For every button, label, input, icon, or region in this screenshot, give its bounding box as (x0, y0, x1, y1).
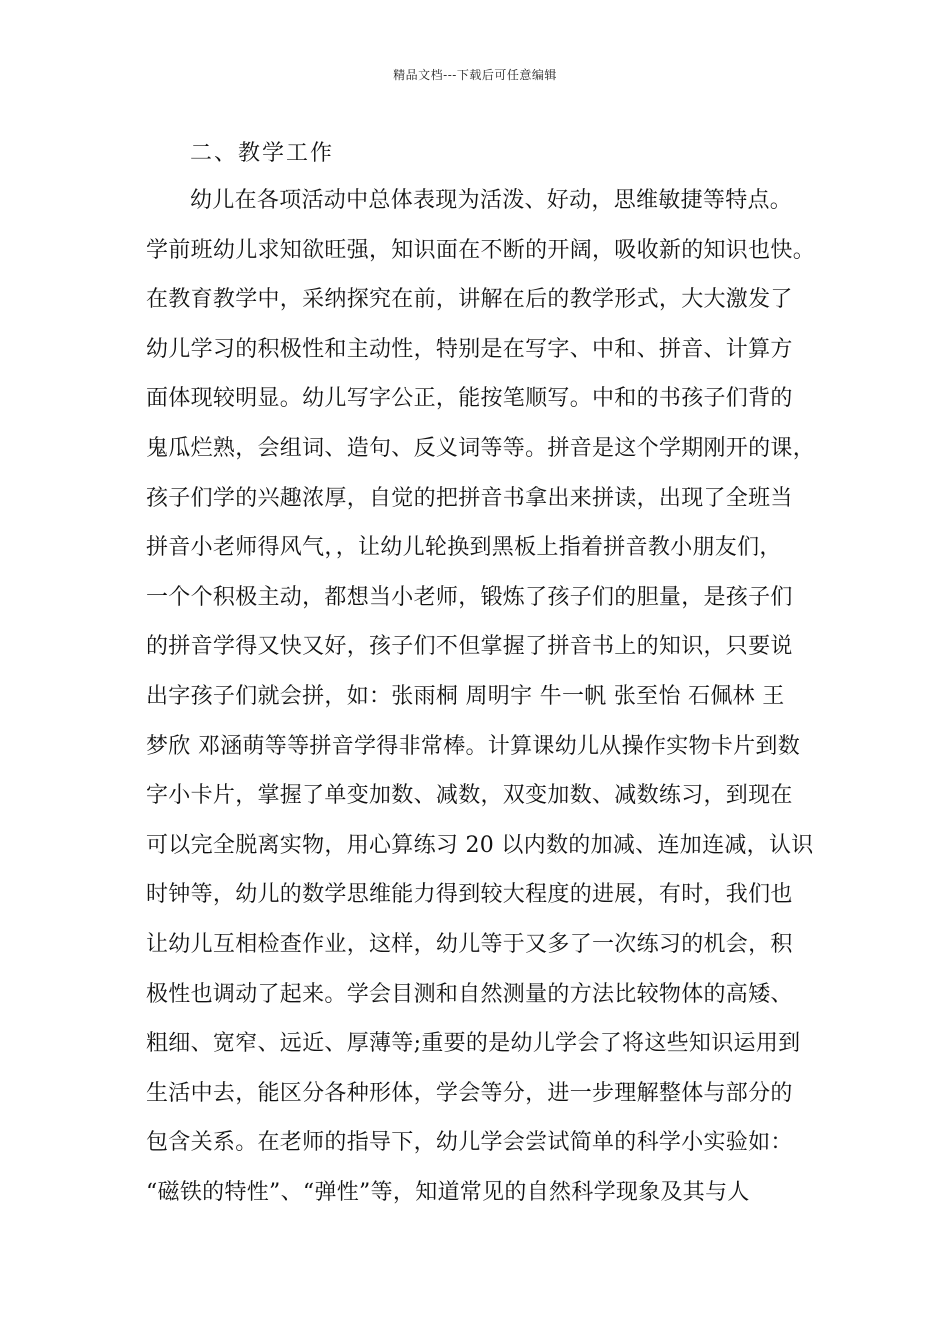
paragraph-line: 包含关系。在老师的指导下，幼儿学会尝试简单的科学小实验如： (146, 1130, 793, 1156)
paragraph-line: 时钟等，幼儿的数学思维能力得到较大程度的进展，有时，我们也 (146, 882, 793, 908)
paragraph-line: 在教育教学中，采纳探究在前，讲解在后的教学形式，大大激发了 (146, 287, 793, 313)
paragraph-line: 的拼音学得又快又好，孩子们不但掌握了拼音书上的知识，只要说 (146, 634, 793, 660)
paragraph-line: 可以完全脱离实物，用心算练习 20 以内数的加减、连加连减，认识 (146, 832, 814, 858)
paragraph-line: 出字孩子们就会拼，如：张雨桐 周明宇 牛一帆 张至怡 石佩林 王 (146, 683, 785, 709)
paragraph-line: 让幼儿互相检查作业，这样，幼儿等于又多了一次练习的机会，积 (146, 931, 793, 957)
paragraph-line: 生活中去，能区分各种形体，学会等分，进一步理解整体与部分的 (146, 1080, 793, 1106)
paragraph-line: 孩子们学的兴趣浓厚，自觉的把拼音书拿出来拼读，出现了全班当 (146, 485, 793, 511)
paragraph-line: 粗细、宽窄、远近、厚薄等;重要的是幼儿学会了将这些知识运用到 (146, 1031, 801, 1057)
paragraph-line: 学前班幼儿求知欲旺强，知识面在不断的开阔，吸收新的知识也快。 (146, 237, 816, 263)
paragraph-line: 极性也调动了起来。学会目测和自然测量的方法比较物体的高矮、 (146, 981, 793, 1007)
paragraph-line: 字小卡片，掌握了单变加数、减数，双变加数、减数练习，到现在 (146, 783, 793, 809)
body-paragraph (146, 186, 836, 1227)
paragraph-line: 幼儿学习的积极性和主动性，特别是在写字、中和、拼音、计算方 (146, 336, 793, 362)
paragraph-line: 鬼瓜烂熟，会组词、造句、反义词等等。拼音是这个学期刚开的课， (146, 435, 816, 461)
page-header: 精品文档---下载后可任意编辑 (393, 68, 557, 82)
paragraph-line: 幼儿在各项活动中总体表现为活泼、好动，思维敏捷等特点。 (190, 188, 793, 213)
paragraph-line: 面体现较明显。幼儿写字公正，能按笔顺写。中和的书孩子们背的 (146, 386, 793, 412)
paragraph-line: 拼音小老师得风气，，让幼儿轮换到黑板上指着拼音教小朋友们， (146, 535, 782, 561)
paragraph-line: “磁铁的特性”、“弹性”等，知道常见的自然科学现象及其与人 (146, 1179, 750, 1205)
paragraph-line: 梦欣 邓涵萌等等拼音学得非常棒。计算课幼儿从操作实物卡片到数 (146, 733, 800, 759)
section-heading: 二、教学工作 (190, 141, 335, 166)
paragraph-line: 一个个积极主动，都想当小老师，锻炼了孩子们的胆量，是孩子们 (146, 584, 793, 610)
